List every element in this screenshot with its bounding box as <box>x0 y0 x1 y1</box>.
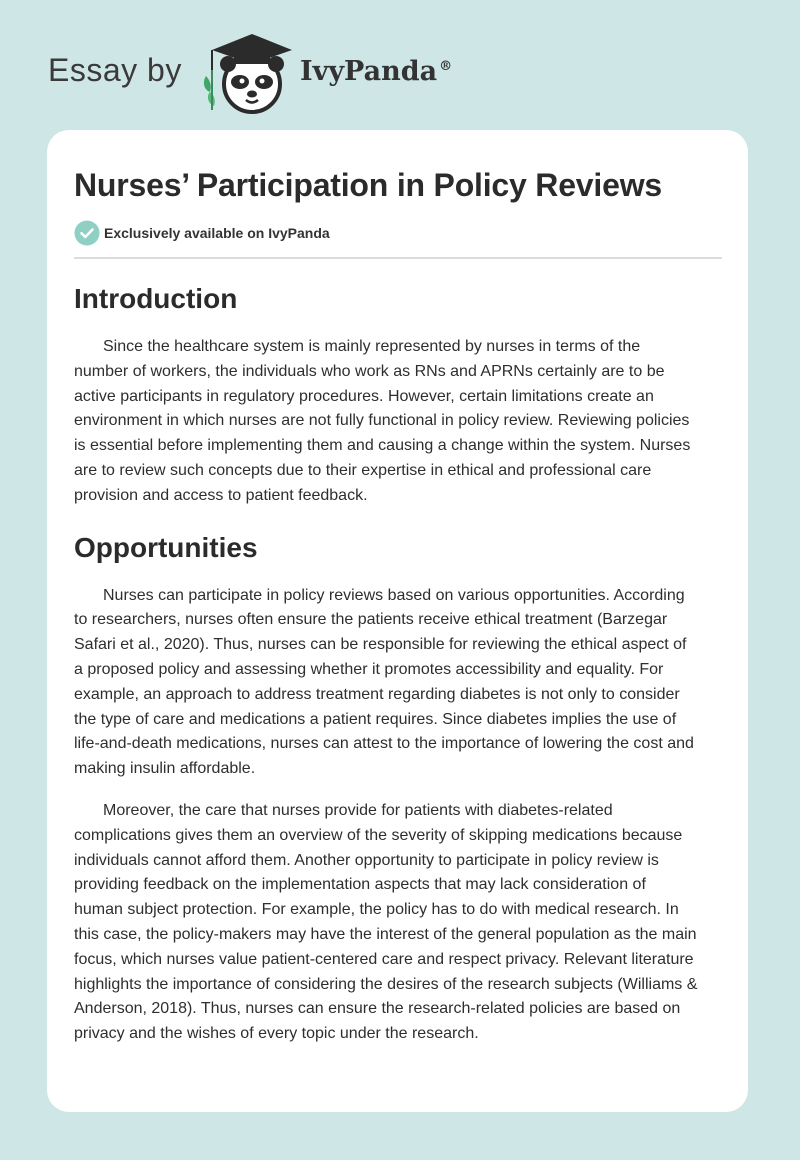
paragraph-line: example, an approach to address treatment regarding diabetes is not only to consider <box>74 685 680 703</box>
paragraph-line: Nurses can participate in policy reviews based on various opportunities. According <box>103 586 685 604</box>
paragraph-line: life-and-death medications, nurses can attest to the importance of lowering the cost and <box>74 735 694 753</box>
paragraph-line: providing feedback on the implementation aspects that may lack consideration of <box>74 876 646 894</box>
paragraph-line: Since the healthcare system is mainly represented by nurses in terms of the <box>103 338 641 355</box>
paragraph-line: focus, which nurses value patient-centered care and respect privacy. Relevant literature <box>74 950 694 968</box>
panda-graduate-logo-icon[interactable] <box>200 30 296 114</box>
paragraph-line: this case, the policy-makers may have the interest of the general population as the main <box>74 925 697 943</box>
section-heading-opportunities: Opportunities <box>74 531 258 563</box>
paragraph-line: the type of care and medications a patient requires. Since diabetes implies the use of <box>74 710 677 728</box>
paragraph-line: human subject protection. For example, the policy has to do with medical research. In <box>74 901 679 919</box>
paragraph-line: privacy and the wishes of every topic under the research. <box>74 1025 479 1043</box>
essay-title: Nurses’ Participation in Policy Reviews <box>74 167 662 203</box>
section-heading-introduction: Introduction <box>74 283 238 314</box>
paragraph-line: provision and access to patient feedback. <box>74 486 368 504</box>
paragraph-line: complications gives them an overview of the severity of skipping medications because <box>74 826 683 844</box>
paragraph-line: Anderson, 2018). Thus, nurses can ensure the research-related policies are based on <box>74 1000 681 1018</box>
paragraph-line: making insulin affordable. <box>74 760 256 778</box>
registered-mark: ® <box>439 59 453 74</box>
introduction-paragraph <box>74 335 722 509</box>
paragraph-line: Safari et al., 2020). Thus, nurses can be responsible for reviewing the ethical aspect of <box>74 636 687 654</box>
paragraph-line: environment in which nurses are not fully functional in policy review. Reviewing policies <box>74 412 690 430</box>
exclusive-badge-text: Exclusively available on IvyPanda <box>104 225 330 241</box>
essay-card <box>47 130 748 1112</box>
paragraph-line: number of workers, the individuals who work as RNs and APRNs certainly are to be <box>74 362 665 380</box>
paragraph-line: Moreover, the care that nurses provide for patients with diabetes-related <box>103 801 613 819</box>
opportunities-paragraph-2 <box>74 799 722 1047</box>
opportunities-paragraph-1 <box>74 584 722 782</box>
paragraph-line: individuals cannot afford them. Another opportunity to participate in policy review is <box>74 851 659 869</box>
check-circle-icon <box>74 220 100 246</box>
brand-prefix: Essay by <box>48 52 182 88</box>
exclusive-badge <box>74 219 722 247</box>
paragraph-line: active participants in regulatory procedures. However, certain limitations create an <box>74 387 654 405</box>
paragraph-line: highlights the importance of considering the desires of the research subjects (Williams & <box>74 975 698 993</box>
title-divider <box>74 257 722 259</box>
paragraph-line: are to review such concepts due to their expertise in ethical and professional care <box>74 461 652 479</box>
brand-name-text: IvyPanda <box>300 56 438 87</box>
paragraph-line: is essential before implementing them and causing a change within the system. Nurses <box>74 437 691 455</box>
brand-name[interactable] <box>300 56 452 87</box>
site-header <box>48 30 488 114</box>
paragraph-line: a proposed policy and assessing whether it promotes accessibility and equality. For <box>74 660 664 678</box>
paragraph-line: to researchers, nurses often ensure the patients receive ethical treatment (Barzegar <box>74 611 668 629</box>
